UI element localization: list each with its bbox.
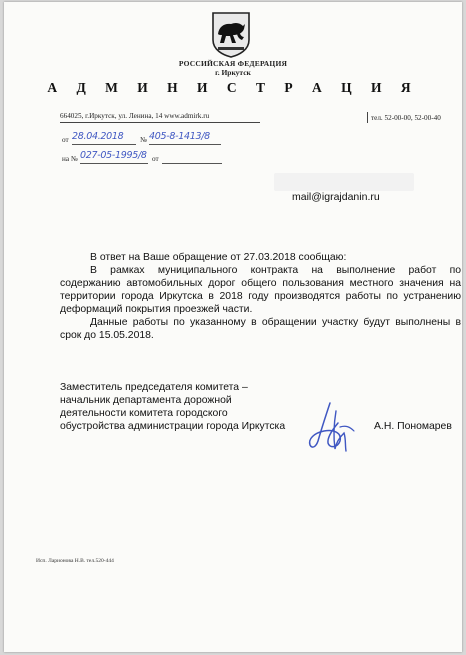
paragraph-2-line-1: Данные работы по указанному в обращении участку будут выполнены в (90, 317, 461, 328)
number-underline (149, 144, 221, 145)
paragraph-1-line-1: В рамках муниципального контракта на выполнение работ по (90, 265, 461, 276)
handwritten-signature (300, 397, 362, 457)
letter-page (4, 2, 462, 652)
address-divider (60, 122, 260, 123)
signer-position-line-4: обустройства администрации города Иркутска (60, 421, 286, 432)
recipient-email: mail@igrajdanin.ru (292, 191, 380, 203)
organization-title: А Д М И Н И С Т Р А Ц И Я (47, 80, 419, 95)
reply-number-underline (80, 163, 148, 164)
signer-position-line-1: Заместитель председателя комитета – (60, 382, 248, 393)
executor-note: Исп. Ларионова Н.В. тел.520-444 (36, 558, 114, 564)
date-underline (72, 144, 136, 145)
paragraph-1-line-3: территории города Иркутска в 2018 году производятся работы по устранению (60, 291, 461, 302)
signer-position-line-3: деятельности комитета городского (60, 408, 228, 419)
paragraph-1-line-2: содержанию автомобильных дорог общего пользования местного значения на (60, 278, 461, 289)
number-label: № (140, 136, 147, 144)
reply-date-underline (162, 163, 222, 164)
city-name: г. Иркутск (215, 68, 251, 77)
address-line: 664025, г.Иркутск, ул. Ленина, 14 www.admirk.ru (60, 112, 210, 120)
paragraph-1-line-4: деформаций покрытия проезжей части. (60, 304, 253, 315)
redacted-area (274, 173, 414, 191)
country-name: РОССИЙСКАЯ ФЕДЕРАЦИЯ (178, 59, 288, 68)
phone-separator (367, 112, 368, 123)
handwritten-reply-number: 027-05-1995/8 (80, 150, 147, 161)
paragraph-2-line-2: срок до 15.05.2018. (60, 330, 154, 341)
signer-position-line-2: начальник департамента дорожной (60, 395, 232, 406)
handwritten-date: 28.04.2018 (72, 131, 124, 142)
phone-line: тел. 52-00-00, 52-00-40 (371, 114, 441, 122)
reply-number-label: на № (62, 155, 78, 163)
signer-name: А.Н. Пономарев (374, 421, 452, 432)
reply-date-label: от (152, 155, 159, 163)
coat-of-arms-icon (209, 10, 253, 58)
handwritten-number: 405-8-1413/8 (149, 131, 210, 142)
date-label: от (62, 136, 69, 144)
intro-line: В ответ на Ваше обращение от 27.03.2018 сообщаю: (90, 252, 347, 263)
